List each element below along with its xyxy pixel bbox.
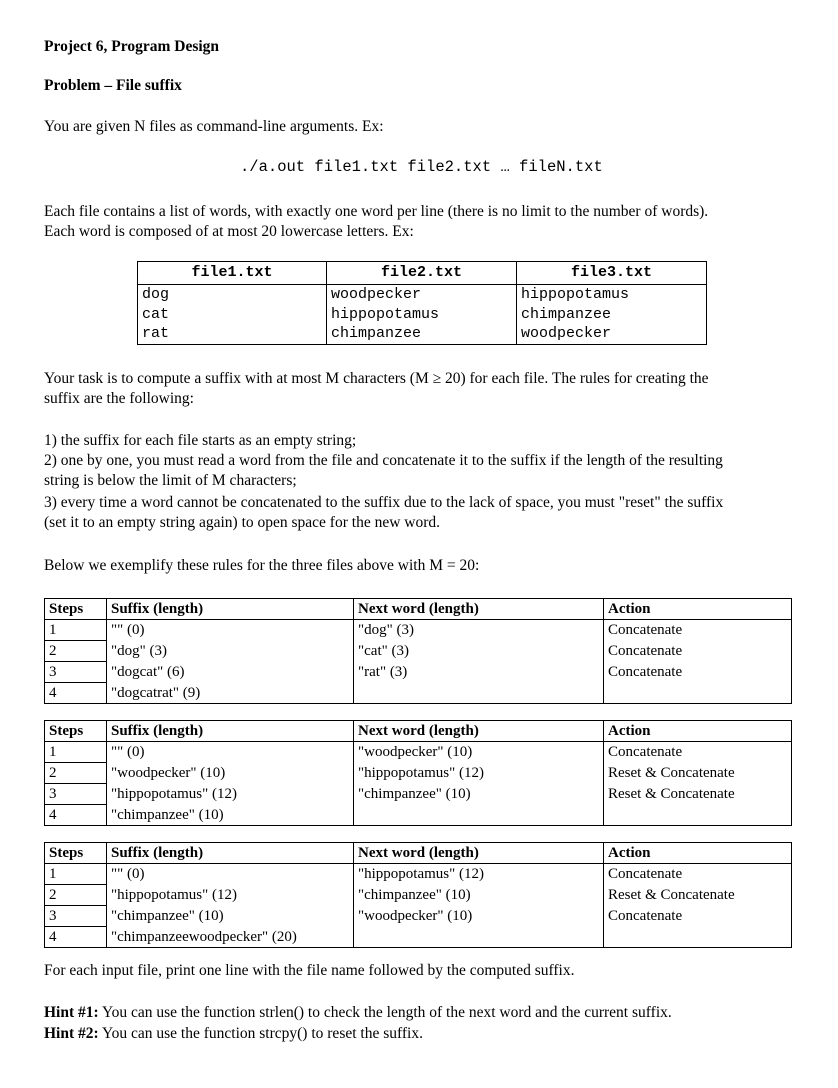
next-word-cell: "cat" (3) [354, 641, 604, 662]
table-row [45, 683, 792, 704]
table-row [45, 805, 792, 826]
next-word-cell: "chimpanzee" (10) [354, 784, 604, 805]
step-cell: 4 [45, 683, 107, 704]
action-cell: Concatenate [604, 620, 792, 641]
steps-table-file3 [44, 842, 792, 948]
action-header: Action [604, 843, 792, 864]
step-cell: 4 [45, 927, 107, 948]
suffix-cell: "dogcatrat" (9) [107, 683, 354, 704]
files-header: file2.txt [327, 262, 517, 285]
files-header: file1.txt [138, 262, 327, 285]
suffix-cell: "chimpanzee" (10) [107, 906, 354, 927]
hint-2 [44, 1025, 423, 1043]
action-cell: Reset & Concatenate [604, 885, 792, 906]
suffix-cell: "hippopotamus" (12) [107, 885, 354, 906]
suffix-cell: "" (0) [107, 620, 354, 641]
action-header: Action [604, 721, 792, 742]
table-row [45, 620, 792, 641]
next-word-cell: "woodpecker" (10) [354, 742, 604, 763]
step-cell: 4 [45, 805, 107, 826]
suffix-cell: "dog" (3) [107, 641, 354, 662]
table-row [45, 885, 792, 906]
hint-1-text: You can use the function strlen() to check the length of the next word and the current suffix. [98, 1004, 672, 1021]
next-word-cell [354, 927, 604, 948]
action-cell: Reset & Concatenate [604, 763, 792, 784]
step-cell: 2 [45, 763, 107, 784]
action-cell [604, 805, 792, 826]
next-word-cell: "dog" (3) [354, 620, 604, 641]
table-row [45, 906, 792, 927]
step-cell: 2 [45, 885, 107, 906]
description-line-1: Each file contains a list of words, with exactly one word per line (there is no limit to the number of words). [44, 203, 709, 220]
steps-header: Steps [45, 599, 107, 620]
files-header: file3.txt [517, 262, 707, 285]
task-line-1: Your task is to compute a suffix with at most M characters (M ≥ 20) for each file. The rules for creating the [44, 370, 709, 387]
next-word-header: Next word (length) [354, 721, 604, 742]
suffix-header: Suffix (length) [107, 843, 354, 864]
next-word-header: Next word (length) [354, 843, 604, 864]
next-word-cell: "chimpanzee" (10) [354, 885, 604, 906]
action-cell: Concatenate [604, 906, 792, 927]
next-word-cell: "woodpecker" (10) [354, 906, 604, 927]
command-example: ./a.out file1.txt file2.txt … fileN.txt [240, 158, 603, 176]
table-row [45, 662, 792, 683]
suffix-cell: "" (0) [107, 864, 354, 885]
files-cell: chimpanzee [327, 324, 517, 344]
rule-3-line-2: (set it to an empty string again) to open space for the new word. [44, 514, 440, 531]
table-row [138, 324, 707, 344]
files-table [137, 261, 707, 345]
action-cell: Reset & Concatenate [604, 784, 792, 805]
step-cell: 2 [45, 641, 107, 662]
action-cell [604, 927, 792, 948]
files-cell: rat [138, 324, 327, 344]
hint-2-label: Hint #2: [44, 1025, 99, 1042]
output-instruction: For each input file, print one line with the file name followed by the computed suffix. [44, 962, 575, 979]
suffix-cell: "chimpanzeewoodpecker" (20) [107, 927, 354, 948]
suffix-cell: "dogcat" (6) [107, 662, 354, 683]
files-cell: hippopotamus [517, 285, 707, 305]
steps-table-file2 [44, 720, 792, 826]
description-line-2: Each word is composed of at most 20 lowercase letters. Ex: [44, 223, 414, 240]
next-word-cell: "rat" (3) [354, 662, 604, 683]
suffix-header: Suffix (length) [107, 599, 354, 620]
action-cell: Concatenate [604, 864, 792, 885]
table-row [45, 641, 792, 662]
steps-header: Steps [45, 843, 107, 864]
suffix-cell: "woodpecker" (10) [107, 763, 354, 784]
suffix-header: Suffix (length) [107, 721, 354, 742]
table-row [45, 927, 792, 948]
table-row [138, 285, 707, 305]
table-row [45, 763, 792, 784]
step-cell: 1 [45, 620, 107, 641]
action-cell: Concatenate [604, 641, 792, 662]
table-row [138, 305, 707, 325]
rule-3-line-1: 3) every time a word cannot be concatenated to the suffix due to the lack of space, you must "reset" the suffix [44, 494, 724, 511]
step-cell: 3 [45, 662, 107, 683]
table-row [45, 742, 792, 763]
hint-2-text: You can use the function strcpy() to reset the suffix. [98, 1025, 423, 1042]
step-cell: 3 [45, 906, 107, 927]
hint-1-label: Hint #1: [44, 1004, 99, 1021]
files-cell: woodpecker [517, 324, 707, 344]
hint-1 [44, 1004, 672, 1022]
suffix-cell: "chimpanzee" (10) [107, 805, 354, 826]
files-cell: dog [138, 285, 327, 305]
files-cell: chimpanzee [517, 305, 707, 325]
files-cell: woodpecker [327, 285, 517, 305]
action-cell: Concatenate [604, 662, 792, 683]
rule-2-line-2: string is below the limit of M characters; [44, 472, 297, 489]
step-cell: 3 [45, 784, 107, 805]
action-cell: Concatenate [604, 742, 792, 763]
page-title: Project 6, Program Design [44, 38, 220, 55]
step-cell: 1 [45, 742, 107, 763]
example-intro: Below we exemplify these rules for the three files above with M = 20: [44, 557, 480, 574]
table-row [45, 784, 792, 805]
next-word-header: Next word (length) [354, 599, 604, 620]
next-word-cell [354, 683, 604, 704]
next-word-cell: "hippopotamus" (12) [354, 763, 604, 784]
next-word-cell: "hippopotamus" (12) [354, 864, 604, 885]
suffix-cell: "" (0) [107, 742, 354, 763]
intro-text: You are given N files as command-line arguments. Ex: [44, 118, 384, 135]
task-line-2: suffix are the following: [44, 390, 194, 407]
problem-heading: Problem – File suffix [44, 77, 182, 94]
steps-header: Steps [45, 721, 107, 742]
files-cell: cat [138, 305, 327, 325]
rule-1: 1) the suffix for each file starts as an empty string; [44, 432, 357, 449]
step-cell: 1 [45, 864, 107, 885]
action-cell [604, 683, 792, 704]
rule-2-line-1: 2) one by one, you must read a word from the file and concatenate it to the suffix if the length of the resulting [44, 452, 723, 469]
files-cell: hippopotamus [327, 305, 517, 325]
action-header: Action [604, 599, 792, 620]
steps-table-file1 [44, 598, 792, 704]
table-row [45, 864, 792, 885]
next-word-cell [354, 805, 604, 826]
suffix-cell: "hippopotamus" (12) [107, 784, 354, 805]
